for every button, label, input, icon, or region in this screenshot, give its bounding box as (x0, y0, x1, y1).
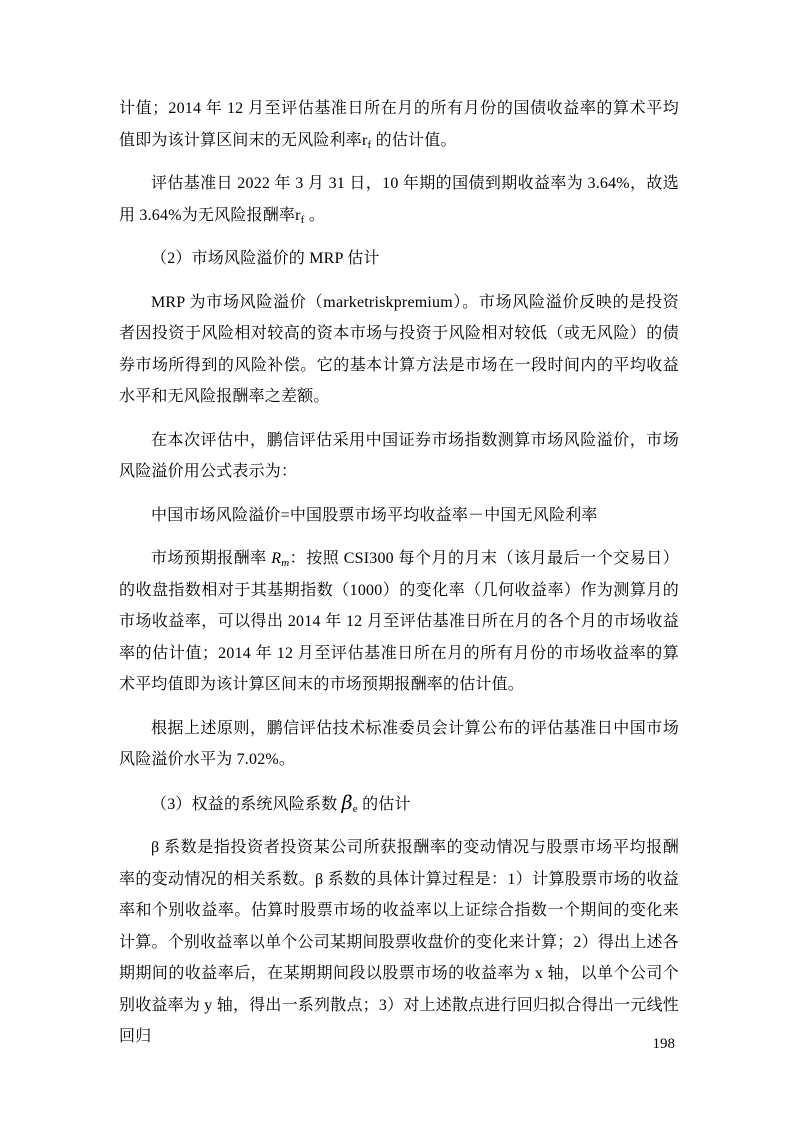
para-mrp-result: 根据上述原则，鹏信评估技术标准委员会计算公布的评估基准日中国市场风险溢价水平为 7.02%。 (119, 719, 679, 768)
para-market-return: 市场预期报酬率 $R_m$：按照 CSI300 每个月的月末（该月最后一个交易日）的收盘指数相对于其基期指数（1000）的变化率（几何收益率）作为测算月的市场收益率，可以得出 2014 年 12 月至评估基准日所在月的各个月的市场收益率的估计值；2014 年 12 月至评估基准日所在月的所有月份的市场收益率的算术平均值即为该计算区间末的市场预期报酬率的估计值。 (119, 550, 679, 693)
heading-beta-estimate: （3）权益的系统风险系数 $\beta_e$ 的估计 (151, 791, 411, 815)
page-number: 198 (652, 1036, 675, 1052)
para-mrp-definition: MRP 为市场风险溢价（marketriskpremium）。市场风险溢价反映的是投资者因投资于风险相对较高的资本市场与投资于风险相对较低（或无风险）的债券市场所得到的风险补偿。它的基本计算方法是市场在一段时间内的平均收益水平和无风险报酬率之差额。 (119, 293, 679, 405)
para-beta-definition: β 系数是指投资者投资某公司所获报酬率的变动情况与股票市场平均报酬率的变动情况的相关系数。β 系数的具体计算过程是：1）计算股票市场的收益率和个别收益率。估算时股票市场的收益率以上证综合指数一个期间的变化来计算。个别收益率以单个公司某期间股票收盘价的变化来计算；2）得出上述各期期间的收益率后，在某期期间段以股票市场的收益率为 x 轴，以单个公司个别收益率为 y 轴，得出一系列散点；3）对上述散点进行回归拟合得出一元线性回归 (119, 839, 679, 1045)
para-riskfree-continuation: 计值；2014 年 12 月至评估基准日所在月的所有月份的国债收益率的算术平均值即为该计算区间末的无风险利率$r_f$ 的估计值。 (119, 100, 679, 151)
para-mrp-formula: 中国市场风险溢价=中国股票市场平均收益率－中国无风险利率 (151, 506, 598, 524)
document-body (119, 93, 679, 1065)
para-mrp-method: 在本次评估中，鹏信评估采用中国证券市场指数测算市场风险溢价，市场风险溢价用公式表示为： (119, 431, 679, 480)
heading-mrp-estimate: （2）市场风险溢价的 MRP 估计 (151, 250, 380, 267)
para-basis-date: 评估基准日 2022 年 3 月 31 日，10 年期的国债到期收益率为 3.64%，故选用 3.64%为无风险报酬率$r_f$ 。 (119, 175, 679, 226)
